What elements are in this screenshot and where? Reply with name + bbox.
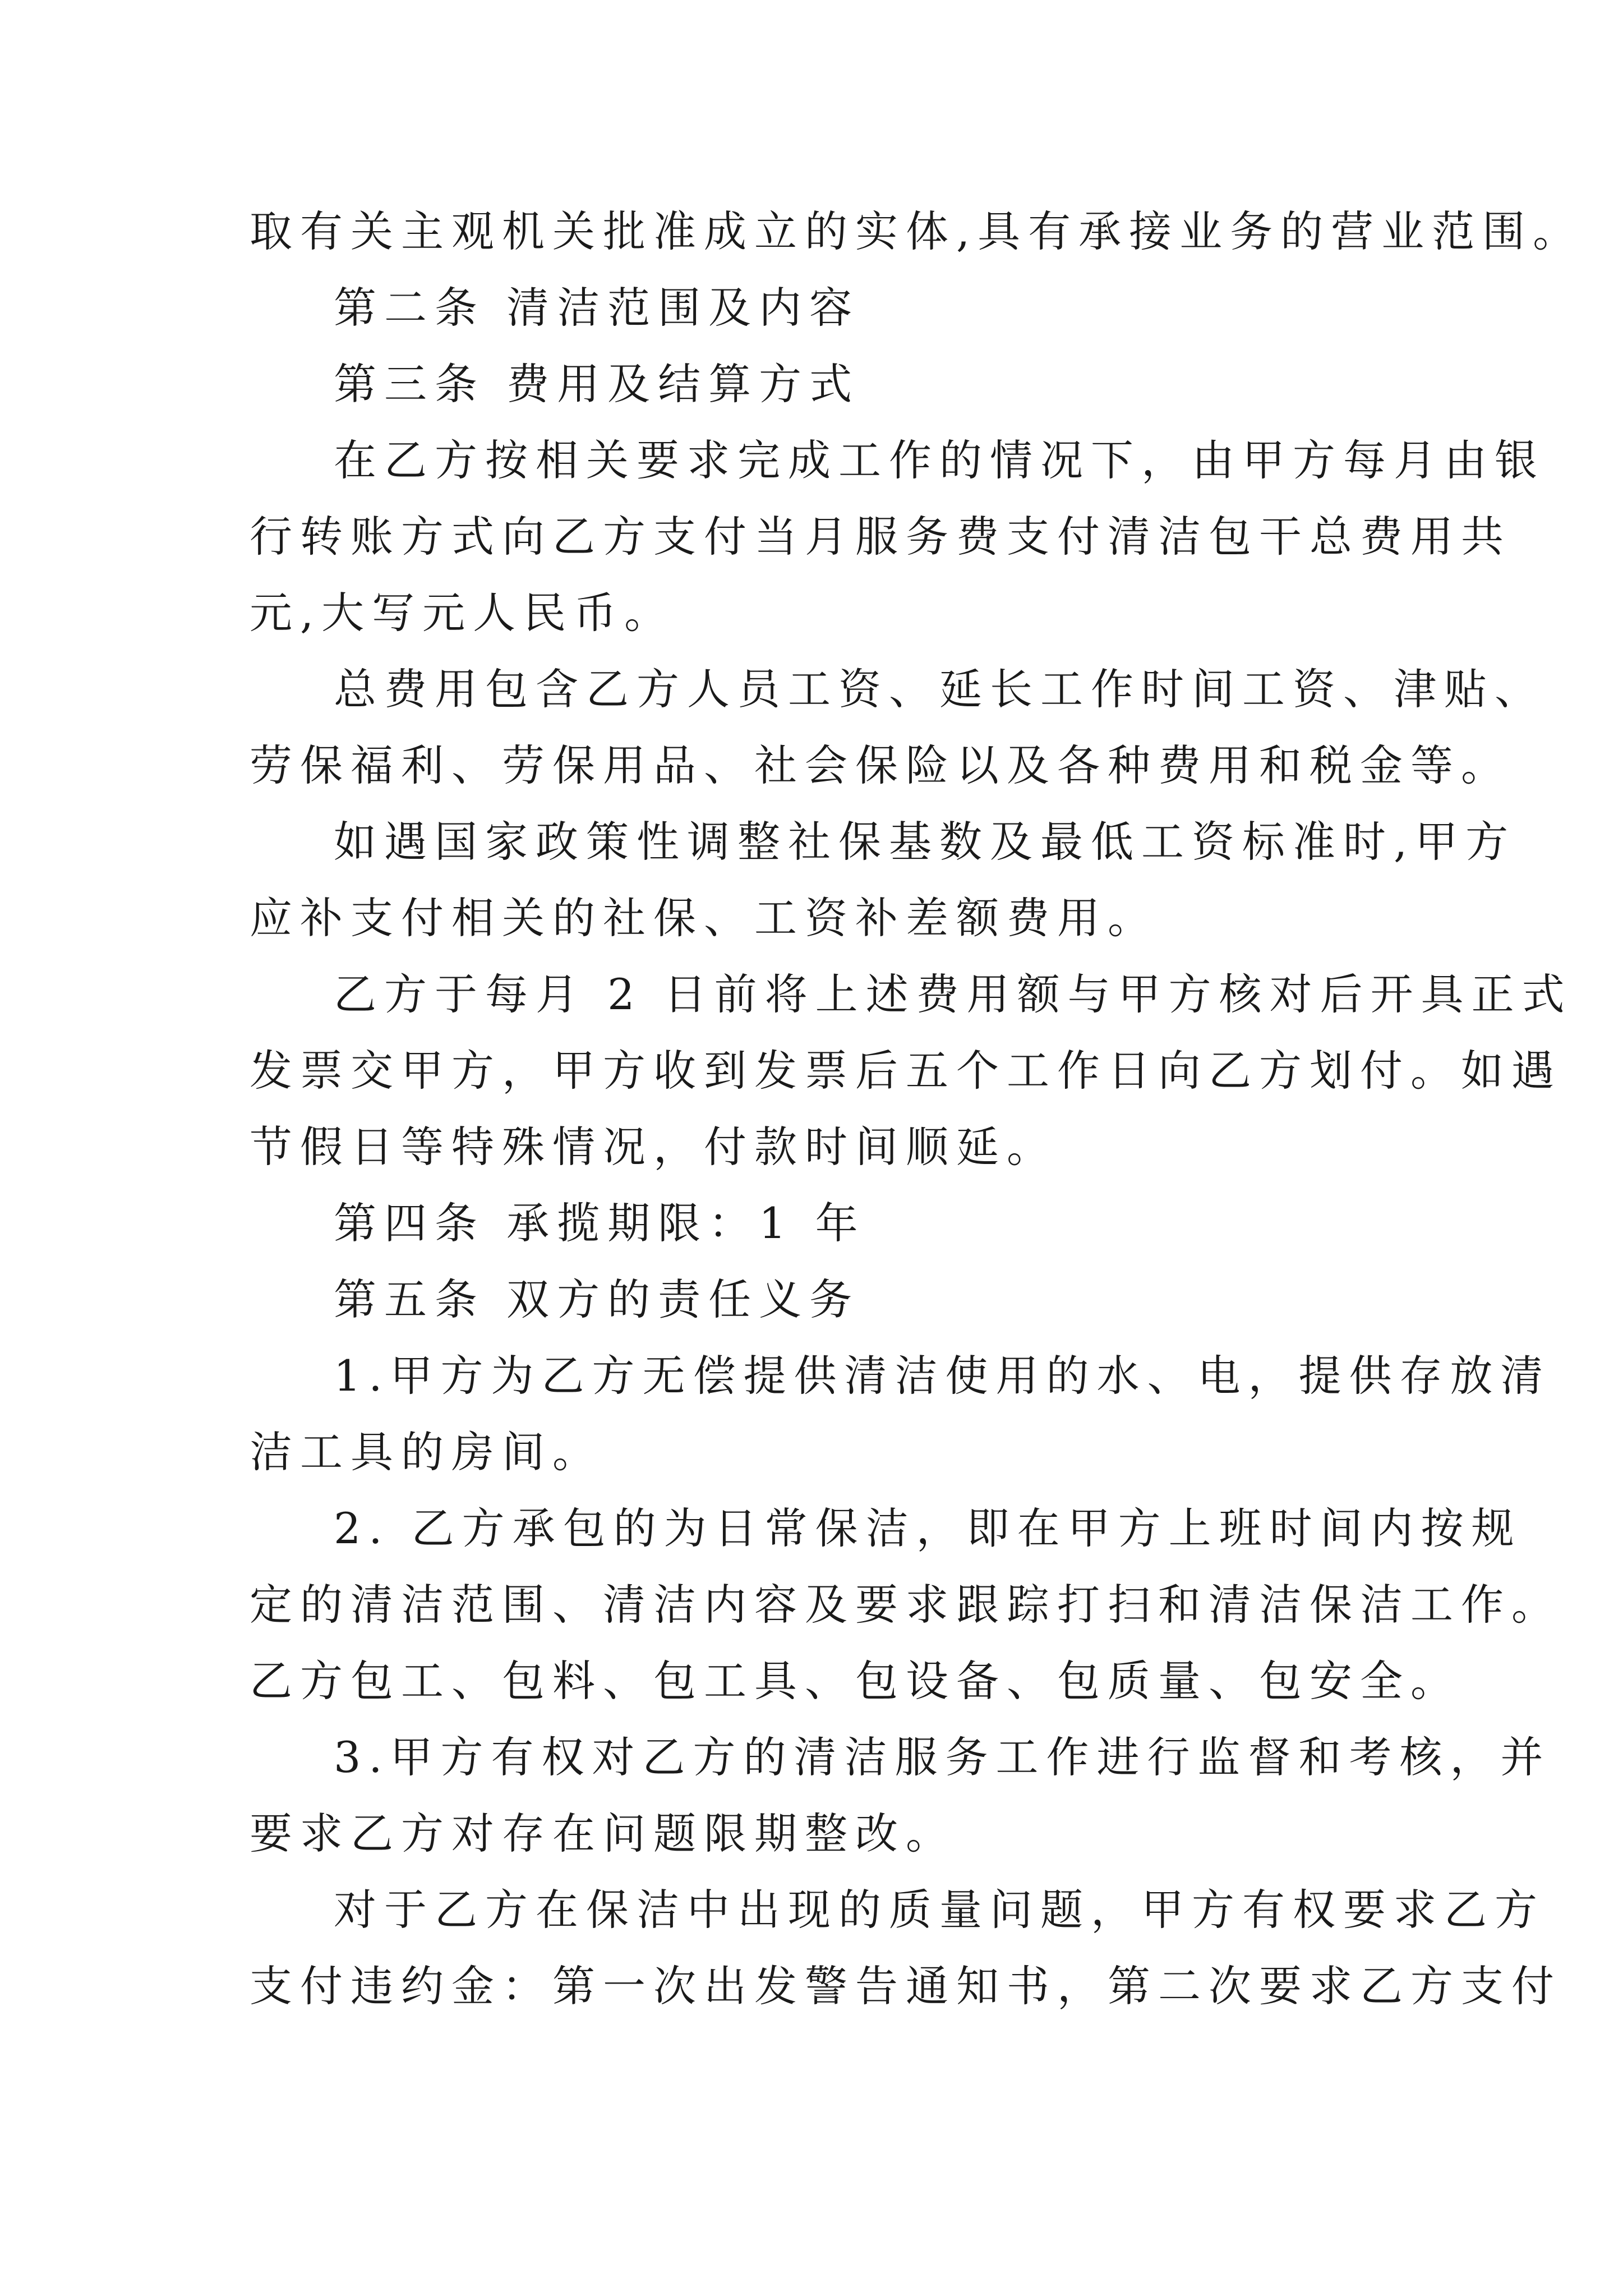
text-line: 2. 乙方承包的为日常保洁，即在甲方上班时间内按规 [334,1503,1522,1553]
text-line: 劳保福利、劳保用品、社会保险以及各种费用和税金等。 [250,740,1511,790]
text-line: 1.甲方为乙方无偿提供清洁使用的水、电，提供存放清 [334,1351,1551,1401]
text-line: 乙方包工、包料、包工具、包设备、包质量、包安全。 [250,1656,1461,1706]
text-line: 乙方于每月 2 日前将上述费用额与甲方核对后开具正式 [334,969,1573,1019]
article-heading: 第四条 承揽期限：1 年 [334,1198,866,1248]
text-line: 如遇国家政策性调整社保基数及最低工资标准时,甲方 [334,817,1516,867]
text-line: 在乙方按相关要求完成工作的情况下，由甲方每月由银 [334,435,1545,485]
text-line: 要求乙方对存在问题限期整改。 [250,1809,956,1858]
text-line: 节假日等特殊情况，付款时间顺延。 [250,1122,1057,1172]
text-line: 对于乙方在保洁中出现的质量问题，甲方有权要求乙方 [334,1885,1545,1935]
text-line: 取有关主观机关批准成立的实体,具有承接业务的营业范围。 [250,206,1584,256]
article-heading: 第三条 费用及结算方式 [334,359,860,409]
text-line: 3.甲方有权对乙方的清洁服务工作进行监督和考核，并 [334,1732,1551,1782]
text-line: 元,大写元人民币。 [250,588,675,638]
text-line: 支付违约金：第一次出发警告通知书，第二次要求乙方支付 [250,1961,1562,2011]
text-line: 应补支付相关的社保、工资补差额费用。 [250,893,1158,943]
text-line: 洁工具的房间。 [250,1427,603,1477]
text-line: 定的清洁范围、清洁内容及要求跟踪打扫和清洁保洁工作。 [250,1580,1562,1630]
text-line: 行转账方式向乙方支付当月服务费支付清洁包干总费用共 [250,512,1511,562]
document-body [250,194,1584,2024]
text-line: 总费用包含乙方人员工资、延长工作时间工资、津贴、 [334,664,1545,714]
article-heading: 第二条 清洁范围及内容 [334,283,860,333]
text-line: 发票交甲方，甲方收到发票后五个工作日向乙方划付。如遇 [250,1046,1562,1096]
article-heading: 第五条 双方的责任义务 [334,1274,860,1324]
